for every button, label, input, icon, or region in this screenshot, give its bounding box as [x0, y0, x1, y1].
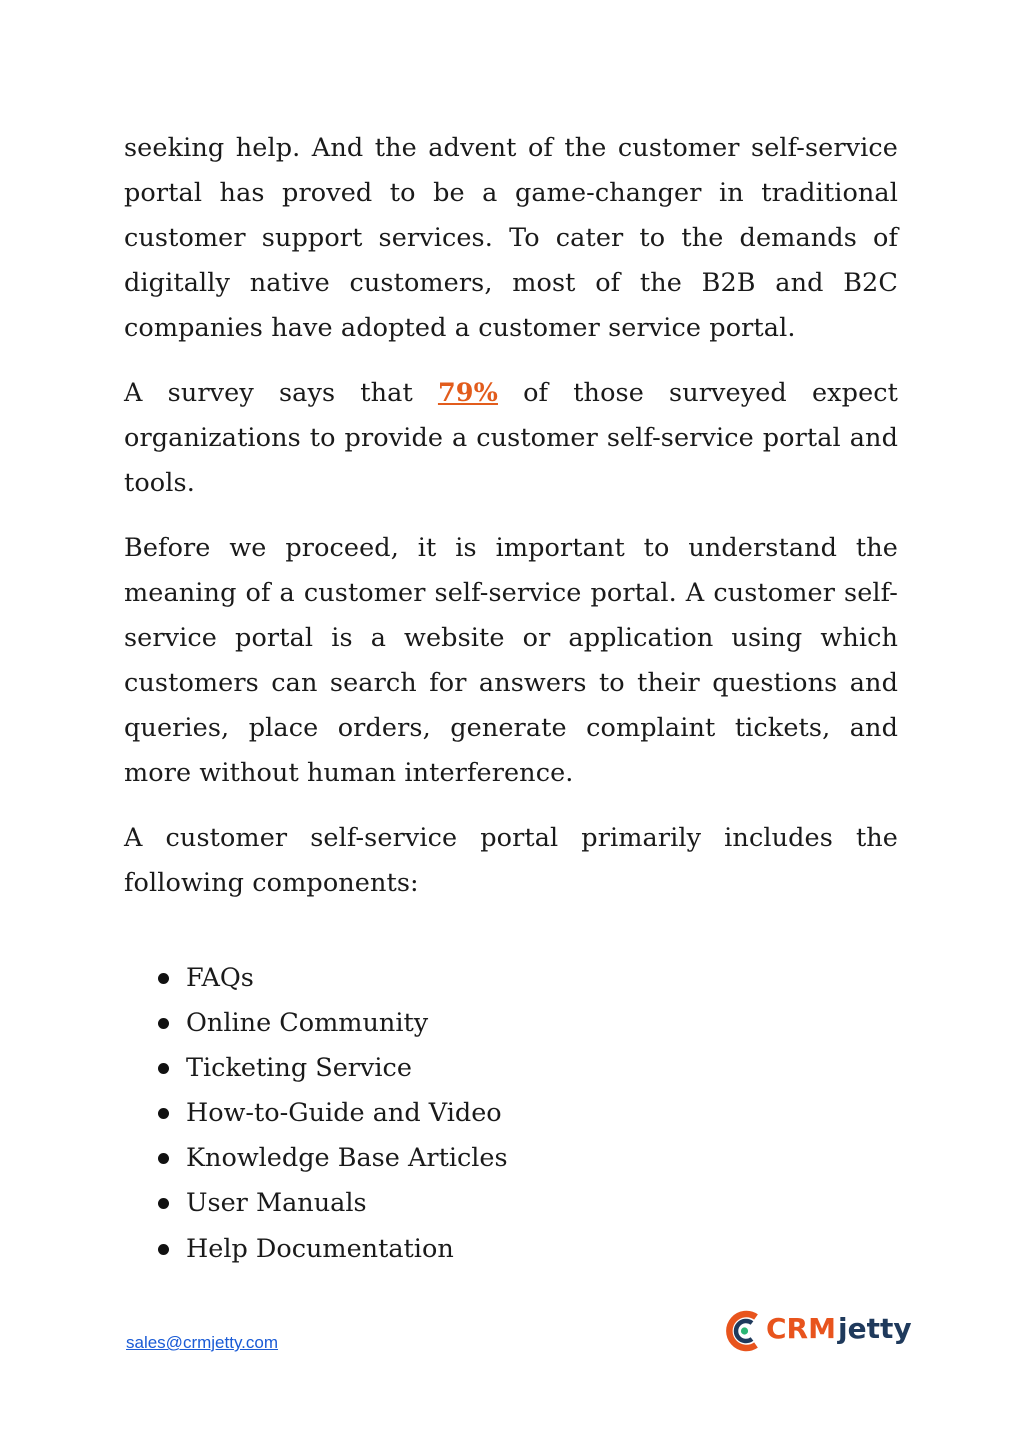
definition-paragraph: Before we proceed, it is important to understand the meaning of a customer self-service portal. A customer self-service portal is a website or application using which customers can search for answers to their questions and queries, place orders, generate complaint tickets, and more without human interference. — [124, 533, 898, 788]
components-intro-paragraph: A customer self-service portal primarily includes the following components: — [124, 823, 898, 898]
bullet-icon — [158, 1153, 169, 1164]
bullet-icon — [158, 973, 169, 984]
survey-stat-link[interactable]: 79% — [437, 378, 498, 408]
list-item — [124, 1136, 898, 1181]
list-item — [124, 1227, 898, 1272]
survey-paragraph — [124, 371, 898, 506]
list-item — [124, 1181, 898, 1226]
bullet-icon — [158, 1063, 169, 1074]
intro-paragraph: seeking help. And the advent of the customer self-service portal has proved to be a game-changer in traditional customer support services. To cater to the demands of digitally native customers, most of the B2B and B2C companies have adopted a customer service portal. — [124, 133, 898, 343]
list-item — [124, 1046, 898, 1091]
list-item-label: User Manuals — [186, 1188, 367, 1219]
survey-text-after: of those surveyed expect organizations to provide a customer self-service portal and tools. — [124, 378, 898, 498]
logo-jetty-text: jetty — [837, 1312, 912, 1345]
bullet-icon — [158, 1198, 169, 1209]
list-item-label: Ticketing Service — [186, 1053, 412, 1084]
list-item — [124, 956, 898, 1001]
list-item — [124, 1091, 898, 1136]
crmjetty-logo — [722, 1305, 912, 1357]
list-item-label: Online Community — [186, 1008, 429, 1039]
bullet-icon — [158, 1244, 169, 1255]
document-body — [124, 126, 898, 1272]
footer-email-link[interactable]: sales@crmjetty.com — [126, 1333, 279, 1352]
crmjetty-wordmark — [766, 1312, 912, 1346]
list-item — [124, 1001, 898, 1046]
list-item-label: Help Documentation — [186, 1233, 454, 1264]
components-list — [124, 956, 898, 1272]
bullet-icon — [158, 1108, 169, 1119]
list-item-label: FAQs — [186, 963, 254, 993]
survey-text-before: A survey says that — [124, 378, 438, 408]
logo-crm-text: CRM — [766, 1312, 836, 1345]
bullet-icon — [158, 1018, 169, 1029]
crmjetty-logo-icon — [722, 1308, 766, 1354]
list-item-label: Knowledge Base Articles — [186, 1143, 508, 1174]
list-item-label: How-to-Guide and Video — [186, 1098, 502, 1129]
